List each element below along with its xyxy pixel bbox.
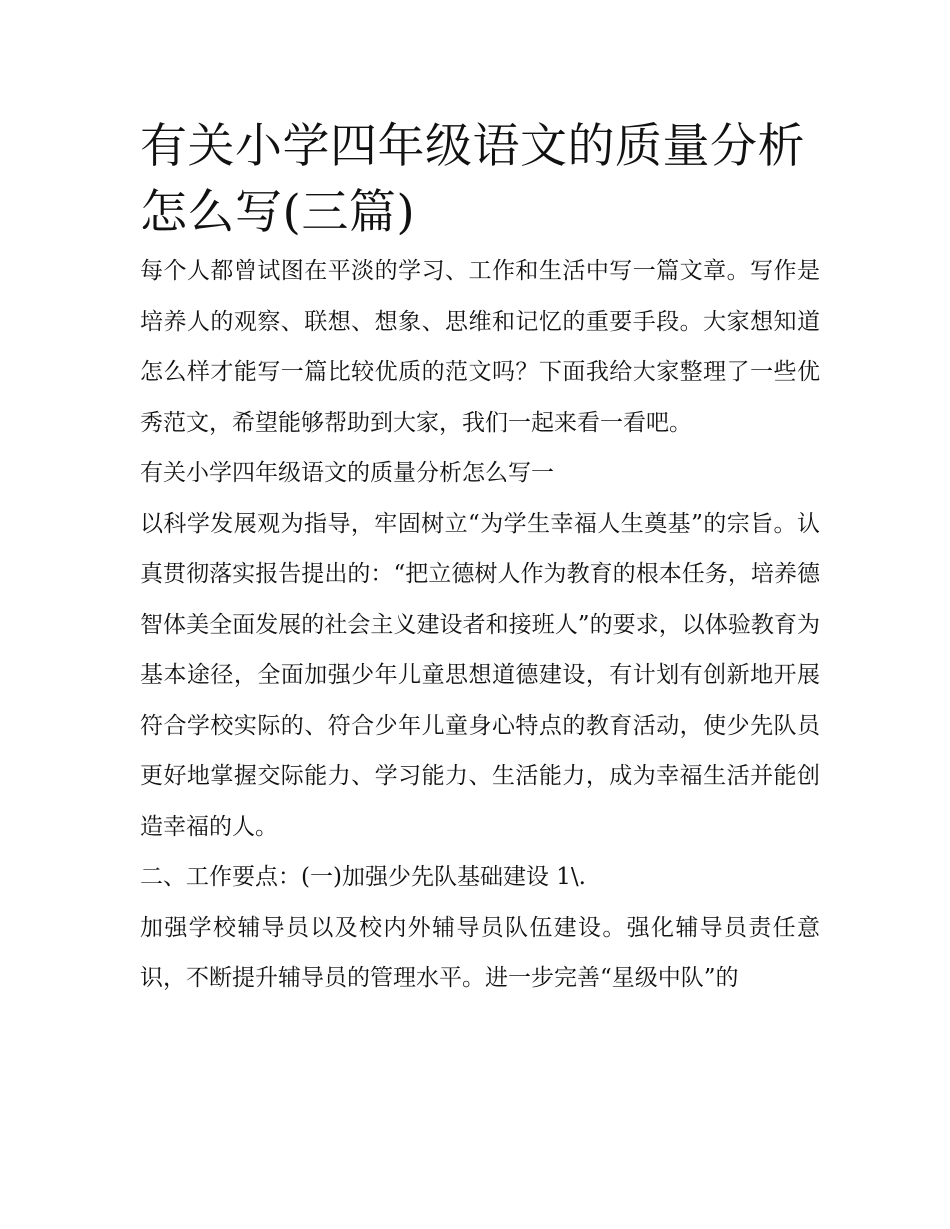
work-points-heading: 二、工作要点：(一)加强少先队基础建设 1\. — [140, 864, 586, 890]
section-heading: 有关小学四年级语文的质量分析怎么写一 — [140, 460, 554, 486]
document-content — [140, 114, 820, 1004]
counselor-team-paragraph: 加强学校辅导员以及校内外辅导员队伍建设。强化辅导员责任意识，不断提升辅导员的管理水平。进一步完善“星级中队”的 — [140, 914, 820, 991]
document-body — [140, 246, 820, 1004]
document-title: 有关小学四年级语文的质量分析怎么写(三篇) — [140, 119, 805, 240]
intro-paragraph: 每个人都曾试图在平淡的学习、工作和生活中写一篇文章。写作是培养人的观察、联想、想象、思维和记忆的重要手段。大家想知道怎么样才能写一篇比较优质的范文吗？下面我给大家整理了一些优秀范文，希望能够帮助到大家，我们一起来看一看吧。 — [140, 258, 820, 436]
guiding-principle-paragraph: 以科学发展观为指导，牢固树立“为学生幸福人生奠基”的宗旨。认真贯彻落实报告提出的：“把立德树人作为教育的根本任务，培养德智体美全面发展的社会主义建设者和接班人”的要求，以体验教育为基本途径，全面加强少年儿童思想道德建设，有计划有创新地开展符合学校实际的、符合少年儿童身心特点的教育活动，使少先队员更好地掌握交际能力、学习能力、生活能力，成为幸福生活并能创造幸福的人。 — [140, 510, 820, 840]
